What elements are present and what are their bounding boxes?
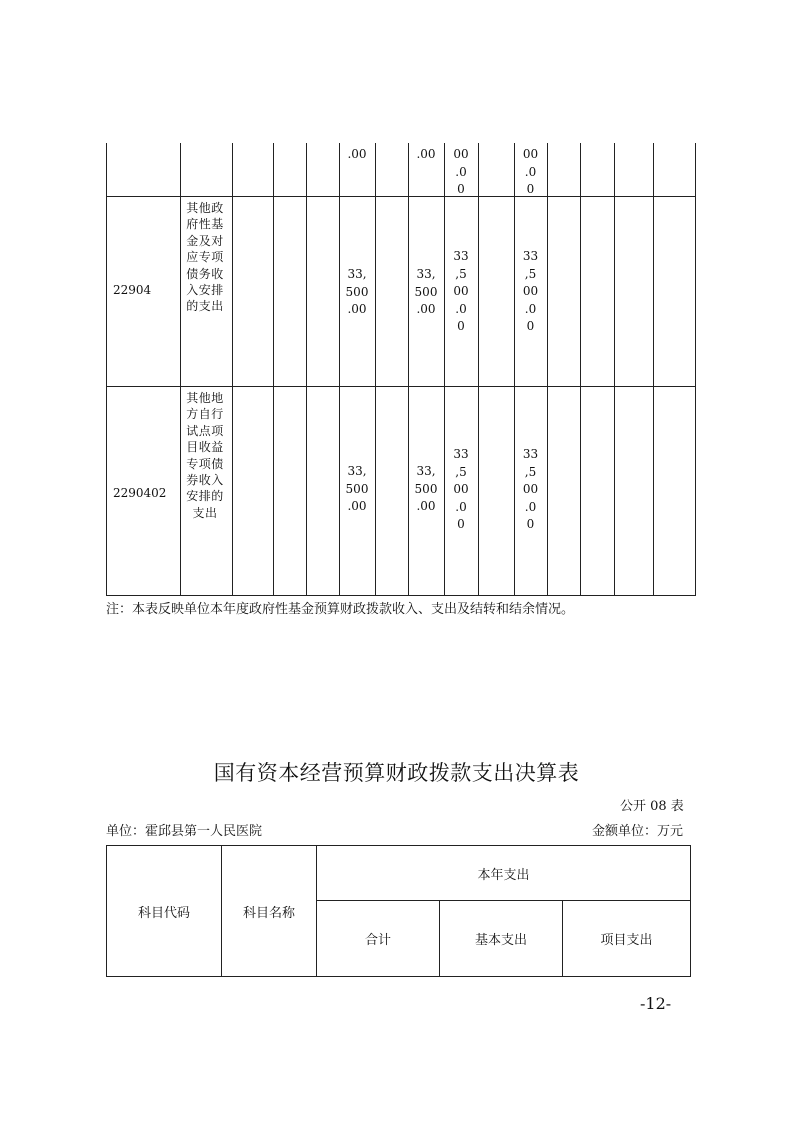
amount-cell: 33 ,5 00 .0 0 <box>453 249 469 334</box>
form-number: 公开 08 表 <box>620 799 684 814</box>
amount-cell: 33, 500 .00 <box>345 267 369 317</box>
table-grid-line <box>478 143 479 596</box>
capital-budget-table <box>106 845 691 977</box>
amount-cell: .00 <box>416 147 436 161</box>
subject-name: 其他政府性基金及对应专项债务收入安排的支出 <box>186 201 224 314</box>
amount-cell: 00 .0 0 <box>522 147 539 197</box>
table-grid-line <box>614 143 615 596</box>
table-grid-line <box>232 143 233 596</box>
table-grid-line <box>339 143 340 596</box>
header-subject-code: 科目代码 <box>107 846 222 977</box>
header-subject-name: 科目名称 <box>222 846 317 977</box>
subject-code: 22904 <box>113 283 152 297</box>
table-grid-line <box>408 143 409 596</box>
table-border-left <box>106 143 107 596</box>
page-number: -12- <box>640 994 672 1013</box>
amount-cell: 33, 500 .00 <box>414 464 438 514</box>
table-border-bottom <box>106 595 696 596</box>
amount-cell: 33, 500 .00 <box>414 267 438 317</box>
header-total: 合计 <box>317 901 440 977</box>
amount-cell: 33 ,5 00 .0 0 <box>453 447 469 532</box>
table-grid-line <box>180 143 181 596</box>
amount-cell: 33 ,5 00 .0 0 <box>522 249 539 334</box>
amount-cell: 33, 500 .00 <box>345 464 369 514</box>
header-project-expense: 项目支出 <box>563 901 691 977</box>
section-title: 国有资本经营预算财政拨款支出决算表 <box>213 761 580 785</box>
amount-cell: 00 .0 0 <box>453 147 469 197</box>
table-note: 注：本表反映单位本年度政府性基金预算财政拨款收入、支出及结转和结余情况。 <box>106 602 575 617</box>
table-row-divider <box>106 196 696 197</box>
table-grid-line <box>273 143 274 596</box>
table-grid-line <box>653 143 654 596</box>
table-row-divider <box>106 386 696 387</box>
table-grid-line <box>547 143 548 596</box>
table-grid-line <box>306 143 307 596</box>
subject-code: 2290402 <box>113 486 167 500</box>
table-grid-line <box>580 143 581 596</box>
amount-unit-label: 金额单位：万元 <box>592 824 684 839</box>
amount-cell: 33 ,5 00 .0 0 <box>522 447 539 532</box>
header-basic-expense: 基本支出 <box>440 901 563 977</box>
amount-cell: .00 <box>347 147 367 161</box>
unit-label: 单位：霍邱县第一人民医院 <box>106 824 263 839</box>
table-grid-line <box>375 143 376 596</box>
header-year-expense: 本年支出 <box>317 846 691 901</box>
table-border-right <box>695 143 696 596</box>
subject-name: 其他地方自行试点项目收益专项债券收入安排的支出 <box>186 391 224 520</box>
